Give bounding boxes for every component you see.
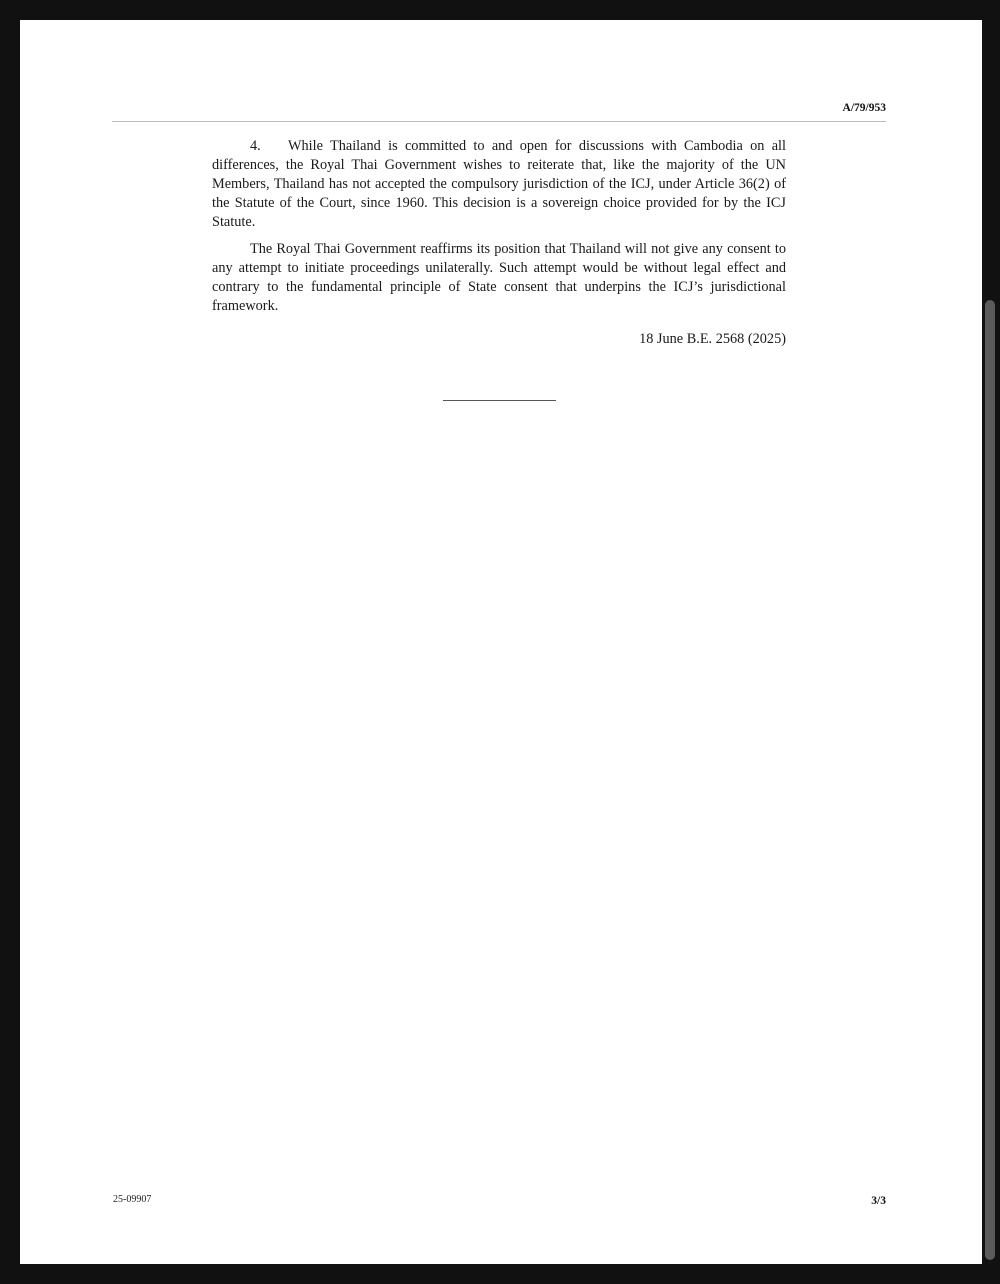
- job-number: 25-09907: [113, 1194, 152, 1205]
- header-divider: [112, 121, 886, 122]
- vertical-scrollbar[interactable]: [985, 300, 995, 1260]
- document-date: 18 June B.E. 2568 (2025): [639, 331, 786, 347]
- paragraph-text: While Thailand is committed to and open for discussions with Cambodia on all differences, the Royal Thai Government wishes to reiterate that, like the majority of the UN Members, Thailand has not accepted the compulsory jurisdiction of the ICJ, under Article 36(2) of the Statute of the Court, since 1960. This decision is a sovereign choice provided for by the ICJ Statute.: [212, 138, 786, 230]
- paragraph-text: The Royal Thai Government reaffirms its position that Thailand will not give any consent to any attempt to initiate proceedings unilaterally. Such attempt would be without legal effect and contrary to the fundamental principle of State consent that underpins the ICJ’s jurisdictional framework.: [212, 241, 786, 314]
- document-symbol: A/79/953: [842, 102, 886, 114]
- paragraph-5: [212, 240, 786, 316]
- paragraph-4: [212, 137, 786, 232]
- paragraph-number: 4.: [250, 138, 261, 154]
- page-indicator: 3/3: [871, 1195, 886, 1207]
- document-body: [212, 137, 786, 349]
- end-of-document-rule: [443, 400, 556, 401]
- document-page: [20, 20, 982, 1264]
